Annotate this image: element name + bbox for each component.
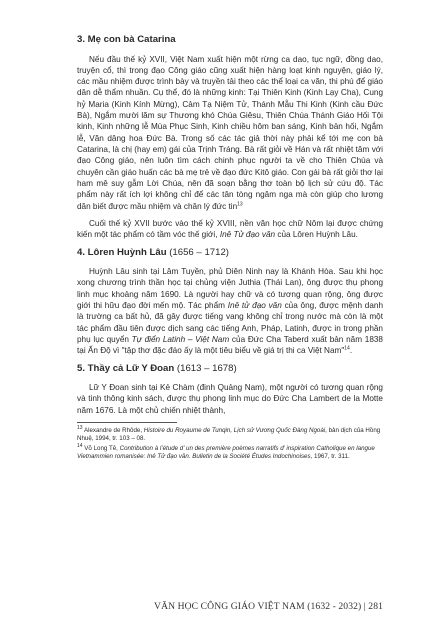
footnote: $^{13}$ Alexandre de Rhôde, Histoire du Royaume de Tunqin, Lịch sử Vương Quốc Đàng Ngoài, bản dịch của Hồng Nhuệ, 1994, tr. 103 – 08.: [77, 424, 381, 443]
footnote: $^{14}$ Võ Long Tê, Contribution à l’étude d’ un des première poèmes narratifs d’ inspiration Catholique en langue Vietnammien romanisée: Inê Tử đạo văn. Bulletin de la Société Études Indochinoises, 1967, tr. 311.: [77, 442, 375, 461]
section-heading: 3. Mẹ con bà Catarina: [77, 34, 176, 45]
section-heading: 4. Lôren Huỳnh Lâu (1656 – 1712): [77, 246, 229, 258]
section-lu-y-doan: [77, 363, 383, 416]
footnote-divider: [77, 422, 177, 425]
work-title: Tự điển Latinh – Việt Nam: [131, 334, 230, 344]
work-title: Inê Tử đạo văn: [219, 230, 276, 240]
body-paragraph: Cuối thế kỷ XVII bước vào thế kỷ XVIII, nền văn học chữ Nôm lại được chứng kiến một tác phẩm có tầm vóc thế giới, Inê Tử đạo văn của Lôren Huỳnh Lâu.: [77, 218, 383, 240]
section-years: (1613 – 1678): [176, 362, 237, 374]
section-catarina: [77, 34, 383, 241]
footnotes: [77, 424, 383, 461]
footnote-ref: 14: [344, 345, 350, 352]
work-title: Inê tử đạo văn: [227, 300, 282, 310]
footnote-ref: 13: [237, 200, 243, 207]
section-heading: 5. Thầy cả Lữ Y Đoan (1613 – 1678): [77, 362, 237, 374]
section-years: (1656 – 1712): [169, 246, 229, 258]
body-paragraph: Huỳnh Lâu sinh tại Lâm Tuyền, phủ Diên Ninh nay là Khánh Hòa. Sau khi học xong chương trình thần học tại chủng viện Juthia (Thái Lan), ông được thụ phong linh mục khoảng năm 1690. Là người hay chữ và có tương quan rộng, ông được giới thi hữu đạo đời mến mộ. Tác phẩm Inê tử đạo văn của ông, được mệnh danh là trường ca bất hủ, đã gây được tiếng vang không chỉ trong nước mà còn là một tác phẩm đầu tiên được dịch sang các tiếng Anh, Pháp, Latinh, được in trong phần phụ lục quyển Tự điển Latinh – Việt Nam của Đức Cha Taberd xuất bản năm 1838 tại Ấn Độ vì "tập thơ đặc đáo ấy là một tiêu biểu về giá trị thi ca Việt Nam"$^{14}$.: [77, 267, 384, 356]
body-paragraph: Nếu đầu thế kỷ XVII, Việt Nam xuất hiện một rừng ca dao, tục ngữ, đồng dao, truyện cổ, thì trong đạo Công giáo cũng xuất hiện hàng loạt kinh nguyện, giáo lý, các mầu nhiệm được trình bày và truyền tải theo các thể loại ca văn, thi phú để giáo dân dễ thẩm nhuần. Cụ thể, đó là những kinh: Tại Thiên Kinh (Kinh Lạy Cha), Cung hỷ Maria (Kinh Kính Mừng), Cảm Tạ Niệm Tử, Thánh Mẫu Thi Kinh (Kinh cầu Đức Bà), Ngắm mười lăm sự Thương khó Chúa Giêsu, Thiên Chúa Thánh Giáo Hối Tội kinh, Kinh những lễ Mùa Phục Sinh, Kinh chiều hôm ban sáng, Kinh bản hối, Ngắm lễ, Văn dâng hoa Đức Bà. Trong số các tác giả thời này phải kể tới mẹ con bà Catarina, là chị (hay em) gái của Trịnh Tráng. Bà rất giỏi về Hán và rất nhiệt tâm với đạo Công giáo, nên luôn tìm cách chinh phục người ta về cho Thiên Chúa và chuyên cần giáo huấn các bà mẹ trẻ về đạo đức Kitô giáo. Con gái bà rất giỏi thơ lại ham mê suy gẫm Lời Chúa, nên đã soạn bằng thơ toàn bộ lịch sử cứu độ. Tác phẩm này rất ích lợi không chỉ để các tân tòng ngâm nga mà còn giúp cho lương dân biết được mầu nhiệm và chân lý đức tin$^{13}$: [77, 54, 383, 211]
body-paragraph: Lữ Y Đoan sinh tại Kẻ Chàm (đinh Quảng Nam), một người có tương quan rộng và tinh thông kinh sách, được thụ phong linh mục do Đức Cha Lambert de la Motte năm 1676. Là một chủ chiến nhiệt thành,: [77, 383, 383, 415]
running-footer: VĂN HỌC CÔNG GIÁO VIỆT NAM (1632 - 2032) | 281: [154, 601, 383, 612]
section-loren-huynh-lau: [77, 247, 383, 357]
